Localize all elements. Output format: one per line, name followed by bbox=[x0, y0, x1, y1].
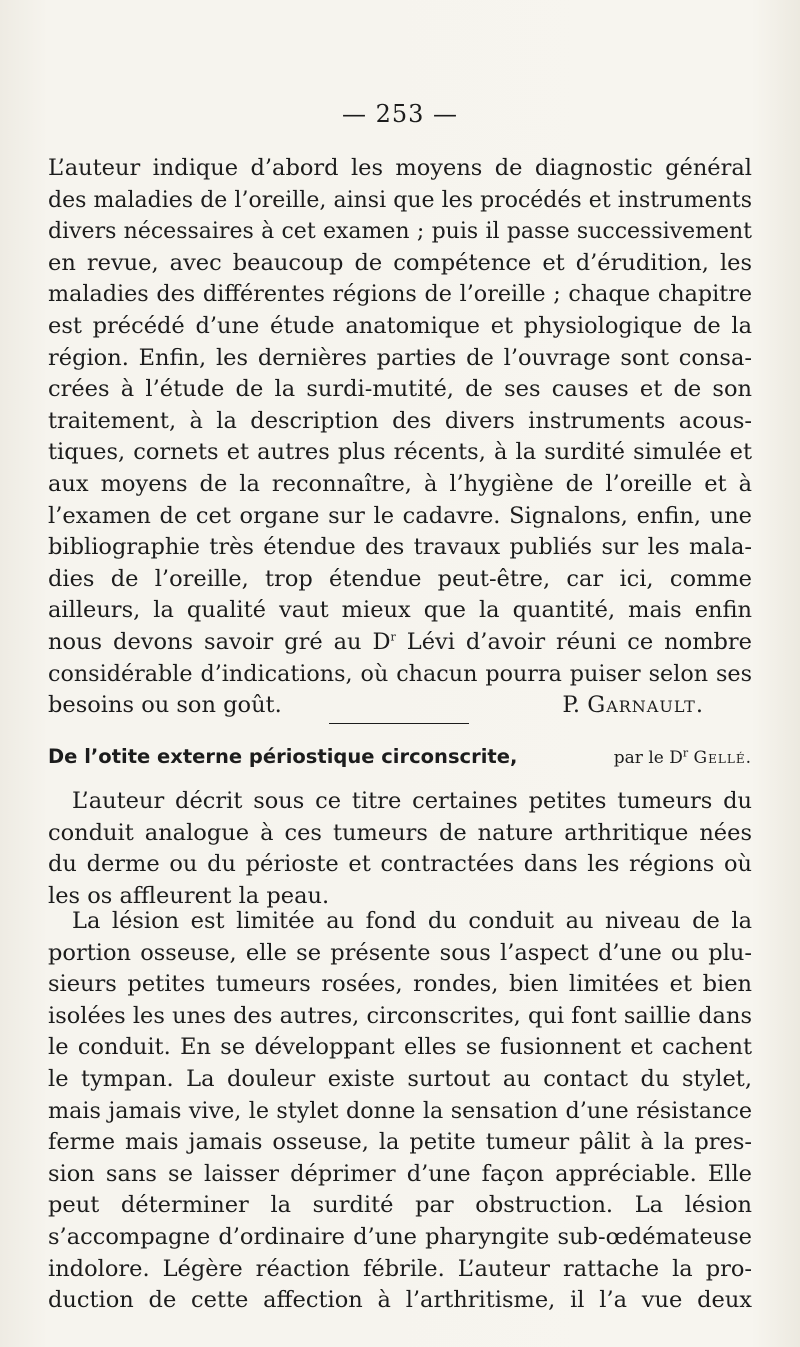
text-line: crées à l’étude de la surdi-mutité, de ses causes et de son bbox=[48, 376, 752, 403]
text-line: des maladies de l’oreille, ainsi que les procédés et instruments bbox=[48, 187, 752, 213]
text-line bbox=[48, 906, 752, 938]
review-paragraph bbox=[48, 153, 752, 722]
text-line: les os affleurent la peau. bbox=[48, 882, 330, 909]
text-segment: La lésion est limitée au fond du conduit au niveau de la bbox=[72, 908, 752, 934]
text-segment: Lévi d’avoir réuni ce nombre bbox=[395, 628, 752, 655]
text-line: le conduit. En se développant elles se fusionnent et cachent bbox=[48, 1034, 752, 1061]
text-line: s’accompagne d’ordinaire d’une pharyngite sub-œdémateuse bbox=[48, 1223, 752, 1250]
section-divider bbox=[329, 723, 469, 724]
text-line: tiques, cornets et autres plus récents, à la surdité simulée et bbox=[48, 439, 752, 466]
signature-initial: P. bbox=[562, 692, 581, 719]
body-paragraph-1 bbox=[48, 786, 752, 912]
text-line: maladies des différentes régions de l’oreille ; chaque chapitre bbox=[48, 281, 752, 308]
text-line: duction de cette affection à l’arthritisme, il l’a vue deux bbox=[48, 1287, 752, 1314]
text-line: peut déterminer la surdité par obstruction. La lésion bbox=[48, 1192, 752, 1219]
section-title: De l’otite externe périostique circonscrite, bbox=[48, 745, 518, 768]
author-name: Gellé. bbox=[693, 748, 752, 768]
review-signoff bbox=[48, 690, 752, 722]
text-line: considérable d’indications, où chacun pourra puiser selon ses bbox=[48, 660, 752, 687]
review-signature bbox=[562, 690, 752, 722]
text-line bbox=[48, 786, 752, 818]
signature-name: Garnault. bbox=[587, 692, 704, 719]
text-line: ailleurs, la qualité vaut mieux que la quantité, mais enfin bbox=[48, 597, 752, 624]
text-line: sieurs petites tumeurs rosées, rondes, bien limitées et bien bbox=[48, 971, 752, 998]
signoff-text: besoins ou son goût. bbox=[48, 692, 282, 719]
author-prefix: par le D bbox=[613, 748, 683, 768]
text-line: indolore. Légère réaction fébrile. L’auteur rattache la pro- bbox=[48, 1255, 752, 1282]
text-line: mais jamais vive, le stylet donne la sensation d’une résistance bbox=[48, 1097, 752, 1124]
section-heading bbox=[48, 740, 752, 774]
text-line: traitement, à la description des divers instruments acous- bbox=[48, 407, 752, 434]
text-line: région. Enfin, les dernières parties de l’ouvrage sont consa- bbox=[48, 344, 752, 371]
superscript: r bbox=[682, 746, 689, 760]
text-segment: L’auteur décrit sous ce titre certaines petites tumeurs du bbox=[72, 788, 752, 814]
section-author bbox=[614, 741, 752, 775]
text-segment: nous devons savoir gré au D bbox=[48, 628, 391, 655]
superscript: r bbox=[390, 630, 396, 644]
text-line: dies de l’oreille, trop étendue peut-être, car ici, comme bbox=[48, 565, 752, 592]
text-line: ferme mais jamais osseuse, la petite tumeur pâlit à la pres- bbox=[48, 1129, 752, 1156]
text-line: portion osseuse, elle se présente sous l’aspect d’une ou plu- bbox=[48, 939, 752, 966]
text-line: aux moyens de la reconnaître, à l’hygiène de l’oreille et à bbox=[48, 470, 752, 497]
text-line: isolées les unes des autres, circonscrites, qui font saillie dans bbox=[48, 1002, 752, 1029]
text-line: le tympan. La douleur existe surtout au contact du stylet, bbox=[48, 1065, 752, 1092]
text-line: l’examen de cet organe sur le cadavre. Signalons, enfin, une bbox=[48, 502, 752, 529]
body-paragraph-2 bbox=[48, 906, 752, 1317]
text-line: du derme ou du périoste et contractées dans les régions où bbox=[48, 851, 752, 878]
text-line: divers nécessaires à cet examen ; puis il passe successivement bbox=[48, 219, 752, 245]
page-number: — 253 — bbox=[341, 100, 459, 128]
text-line: L’auteur indique d’abord les moyens de diagnostic général bbox=[48, 155, 752, 181]
text-line: en revue, avec beaucoup de compétence et d’érudition, les bbox=[48, 249, 752, 276]
text-line: bibliographie très étendue des travaux publiés sur les mala- bbox=[48, 534, 752, 561]
text-line bbox=[48, 627, 752, 659]
text-line: est précédé d’une étude anatomique et physiologique de la bbox=[48, 312, 752, 339]
text-line: conduit analogue à ces tumeurs de nature arthritique nées bbox=[48, 819, 752, 846]
text-line: sion sans se laisser déprimer d’une façon appréciable. Elle bbox=[48, 1160, 752, 1187]
